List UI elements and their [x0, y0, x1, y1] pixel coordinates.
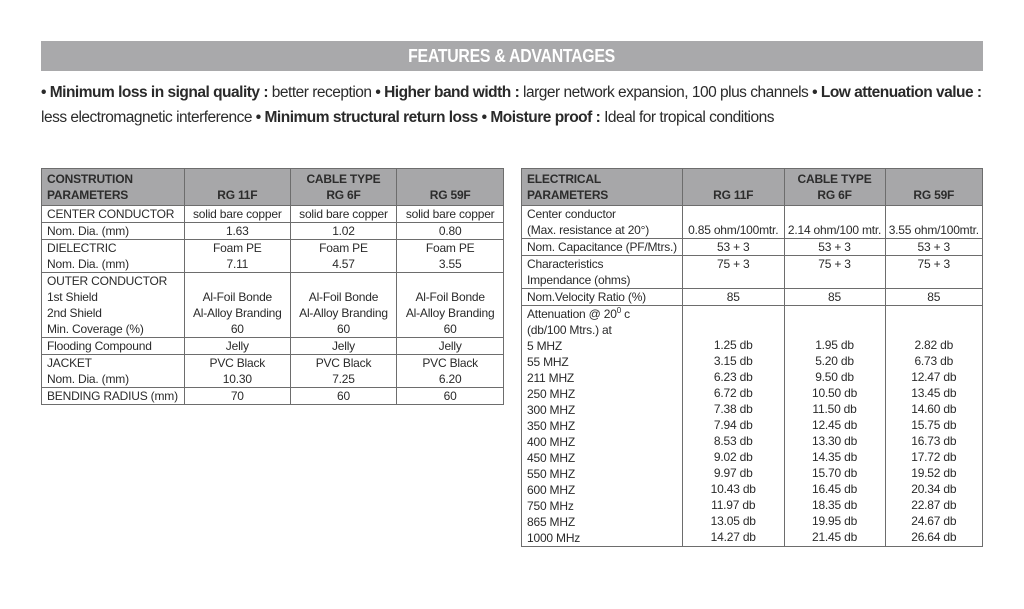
- value-line: Jelly: [331, 339, 355, 353]
- parameter-label: [42, 223, 185, 240]
- label-line: CENTER CONDUCTOR: [47, 207, 175, 221]
- value-line: Jelly: [225, 339, 249, 353]
- column-label: RG 6F: [817, 188, 852, 202]
- bullet-icon: •: [41, 84, 46, 101]
- value-line: 85: [927, 290, 941, 304]
- attenuation-rg59f: [885, 306, 982, 547]
- attenuation-value: 12.45 db: [811, 418, 858, 432]
- value-cell: [184, 388, 290, 405]
- table-row: [42, 223, 504, 240]
- attenuation-value: 5.20 db: [815, 354, 854, 368]
- frequency-label: 400 MHZ: [527, 435, 575, 449]
- table-row: [42, 273, 504, 338]
- attenuation-rg6f: [784, 306, 885, 547]
- feature-description: Ideal for tropical conditions: [600, 109, 774, 126]
- attenuation-value: 12.47 db: [911, 370, 957, 384]
- value-cell: [397, 273, 504, 338]
- value-line: 60: [443, 389, 457, 403]
- attenuation-value: 18.35 db: [811, 498, 858, 512]
- value-cell: [397, 206, 504, 223]
- bullet-icon: •: [481, 109, 487, 126]
- value-line: Foam PE: [213, 241, 262, 255]
- frequency-label: 250 MHZ: [527, 387, 575, 401]
- label-line: (Max. resistance at 20°): [527, 223, 650, 237]
- attenuation-value: 1.95 db: [815, 338, 854, 352]
- header-rg11f: [184, 169, 290, 206]
- value-line: Al-Foil Bonde: [202, 290, 273, 304]
- attenuation-value: 10.43 db: [710, 482, 756, 496]
- value-cell: [184, 355, 290, 388]
- value-cell: [184, 273, 290, 338]
- value-line: 75 + 3: [818, 257, 851, 271]
- label-line: DIELECTRIC: [47, 241, 117, 255]
- table-row: [522, 239, 983, 256]
- value-line: Foam PE: [319, 241, 368, 255]
- attenuation-row: [522, 306, 983, 547]
- electrical-parameters-table: [521, 168, 983, 547]
- attenuation-value: 1.25 db: [713, 338, 753, 352]
- header-rg59f: [885, 169, 982, 206]
- value-cell: [184, 223, 290, 240]
- label-line: BENDING RADIUS (mm): [47, 389, 178, 403]
- value-line: 75 + 3: [917, 257, 951, 271]
- attenuation-value: 19.95 db: [811, 514, 858, 528]
- feature-title: Minimum structural return loss: [264, 109, 478, 126]
- attenuation-value: 6.23 db: [713, 370, 753, 384]
- attenuation-value: 24.67 db: [911, 514, 957, 528]
- label-line: Nom. Dia. (mm): [47, 372, 129, 386]
- feature-title: Minimum loss in signal quality :: [49, 84, 268, 101]
- attenuation-title: [527, 306, 677, 322]
- label-line: Center conductor: [527, 207, 616, 221]
- value-cell: [290, 273, 397, 338]
- degree-superscript: 0: [616, 306, 621, 315]
- value-cell: [682, 206, 784, 239]
- label-line: Nom.Velocity Ratio (%): [527, 290, 646, 304]
- value-line: 70: [230, 389, 244, 403]
- value-line: 60: [443, 322, 457, 336]
- cable-type-label: CABLE TYPE: [306, 172, 381, 186]
- value-cell: [397, 240, 504, 273]
- attenuation-title-suffix: c: [620, 307, 630, 321]
- frequency-label: 865 MHZ: [527, 515, 575, 529]
- feature-description: larger network expansion, 100 plus channels: [519, 84, 809, 101]
- feature-title: Moisture proof :: [490, 109, 601, 126]
- value-cell: [784, 206, 885, 239]
- value-line: 4.57: [332, 257, 355, 271]
- value-line: 1.63: [226, 224, 249, 238]
- header-param-line1: CONSTRUTION: [47, 172, 133, 186]
- value-line: 0.85 ohm/100mtr.: [688, 223, 779, 237]
- value-cell: [885, 289, 982, 306]
- feature-item: [482, 109, 774, 126]
- value-line: Al-Foil Bonde: [308, 290, 379, 304]
- attenuation-value: 14.60 db: [911, 402, 957, 416]
- value-line: 2.14 ohm/100 mtr.: [787, 223, 882, 237]
- label-line: Nom. Dia. (mm): [47, 224, 129, 238]
- attenuation-value: 13.45 db: [911, 386, 957, 400]
- attenuation-value: 22.87 db: [911, 498, 957, 512]
- banner-title: FEATURES & ADVANTAGES: [408, 45, 616, 66]
- attenuation-value: 3.15 db: [713, 354, 753, 368]
- value-cell: [397, 388, 504, 405]
- value-line: Al-Alloy Branding: [192, 306, 282, 320]
- frequency-label: 1000 MHz: [527, 531, 581, 545]
- parameter-label: [522, 289, 683, 306]
- construction-parameters-table: [41, 168, 504, 405]
- table-row: [42, 206, 504, 223]
- attenuation-value: 19.52 db: [911, 466, 957, 480]
- header-rg11f: [682, 169, 784, 206]
- bullet-icon: •: [812, 84, 818, 101]
- attenuation-value: 9.97 db: [713, 466, 753, 480]
- label-line: Flooding Compound: [47, 339, 152, 353]
- value-cell: [290, 338, 397, 355]
- value-line: 1.02: [332, 224, 355, 238]
- feature-title: Low attenuation value :: [820, 84, 982, 101]
- label-line: 1st Shield: [47, 290, 98, 304]
- value-line: PVC Black: [315, 356, 372, 370]
- feature-description: less electromagnetic interference: [41, 109, 252, 126]
- attenuation-value: 26.64 db: [911, 530, 957, 544]
- attenuation-rg11f: [682, 306, 784, 547]
- attenuation-value: 9.02 db: [713, 450, 753, 464]
- attenuation-value: 16.45 db: [811, 482, 858, 496]
- attenuation-value: 14.27 db: [710, 530, 756, 544]
- attenuation-value: 16.73 db: [911, 434, 957, 448]
- attenuation-value: 13.30 db: [811, 434, 858, 448]
- frequency-label: 350 MHZ: [527, 419, 575, 433]
- bullet-icon: •: [255, 109, 261, 126]
- attenuation-value: 14.35 db: [811, 450, 858, 464]
- label-line: Impendance (ohms): [527, 273, 631, 287]
- attenuation-value: 15.70 db: [811, 466, 858, 480]
- value-line: 7.11: [226, 257, 249, 271]
- frequency-label: 750 MHz: [527, 499, 574, 513]
- header-rg6f: [784, 169, 885, 206]
- header-param-line2: PARAMETERS: [47, 188, 129, 202]
- column-label: RG 11F: [713, 188, 754, 202]
- value-cell: [184, 206, 290, 223]
- value-line: 60: [337, 389, 350, 403]
- value-cell: [682, 256, 784, 289]
- attenuation-value: 20.34 db: [911, 482, 957, 496]
- frequency-label: 55 MHZ: [527, 355, 569, 369]
- attenuation-value: 7.94 db: [713, 418, 753, 432]
- value-line: 85: [828, 290, 841, 304]
- frequency-label: 211 MHZ: [527, 371, 575, 385]
- attenuation-unit: (db/100 Mtrs.) at: [527, 323, 612, 337]
- parameter-label: [42, 240, 185, 273]
- table-row: [42, 338, 504, 355]
- value-cell: [184, 338, 290, 355]
- value-line: solid bare copper: [405, 207, 495, 221]
- features-banner: [41, 41, 983, 71]
- attenuation-value: 7.38 db: [713, 402, 753, 416]
- column-label: RG 11F: [217, 188, 258, 202]
- table-row: [522, 289, 983, 306]
- frequency-label: 450 MHZ: [527, 451, 575, 465]
- parameter-label: [42, 206, 185, 223]
- value-line: 7.25: [332, 372, 355, 386]
- table-row: [522, 206, 983, 239]
- attenuation-value: 2.82 db: [914, 338, 954, 352]
- attenuation-label: [522, 306, 683, 547]
- value-cell: [784, 256, 885, 289]
- value-line: Al-Alloy Branding: [299, 306, 388, 320]
- header-param-line1: ELECTRICAL: [527, 172, 601, 186]
- frequency-label: 600 MHZ: [527, 483, 575, 497]
- value-line: 53 + 3: [818, 240, 851, 254]
- value-line: 53 + 3: [716, 240, 750, 254]
- value-cell: [784, 289, 885, 306]
- header-parameters: [522, 169, 683, 206]
- value-line: Jelly: [438, 339, 462, 353]
- feature-title: Higher band width :: [384, 84, 520, 101]
- header-parameters: [42, 169, 185, 206]
- table-row: [42, 388, 504, 405]
- value-line: solid bare copper: [192, 207, 282, 221]
- column-label: RG 6F: [326, 188, 361, 202]
- value-cell: [290, 240, 397, 273]
- header-rg6f: [290, 169, 397, 206]
- value-line: 75 + 3: [716, 257, 750, 271]
- parameter-label: [42, 388, 185, 405]
- attenuation-value: 17.72 db: [911, 450, 957, 464]
- value-cell: [184, 240, 290, 273]
- value-line: PVC Black: [209, 356, 266, 370]
- header-param-line2: PARAMETERS: [527, 188, 609, 202]
- value-line: 85: [726, 290, 740, 304]
- table-header-row: [522, 169, 983, 206]
- bullet-icon: •: [375, 84, 381, 101]
- attenuation-value: 6.72 db: [713, 386, 753, 400]
- feature-item: [256, 109, 478, 126]
- value-cell: [397, 355, 504, 388]
- value-line: PVC Black: [422, 356, 478, 370]
- features-list: [41, 80, 1001, 130]
- frequency-label: 5 MHZ: [527, 339, 563, 353]
- value-line: 60: [337, 322, 350, 336]
- value-line: Al-Alloy Branding: [405, 306, 495, 320]
- value-cell: [397, 223, 504, 240]
- feature-item: [375, 84, 808, 101]
- label-line: JACKET: [47, 356, 92, 370]
- parameter-label: [42, 338, 185, 355]
- parameter-label: [522, 239, 683, 256]
- attenuation-value: 8.53 db: [713, 434, 753, 448]
- label-line: Min. Coverage (%): [47, 322, 144, 336]
- attenuation-value: 11.97 db: [711, 498, 756, 512]
- attenuation-value: 10.50 db: [811, 386, 858, 400]
- frequency-label: 300 MHZ: [527, 403, 575, 417]
- value-cell: [682, 289, 784, 306]
- value-cell: [885, 256, 982, 289]
- header-rg59f: [397, 169, 504, 206]
- attenuation-title-text: Attenuation @ 20: [527, 307, 617, 321]
- parameter-label: [42, 355, 185, 388]
- value-line: 3.55 ohm/100mtr.: [888, 223, 979, 237]
- table-row: [522, 256, 983, 289]
- value-line: 10.30: [222, 372, 252, 386]
- value-cell: [885, 239, 982, 256]
- value-cell: [290, 388, 397, 405]
- label-line: OUTER CONDUCTOR: [47, 274, 168, 288]
- cable-type-label: CABLE TYPE: [797, 172, 872, 186]
- feature-description: better reception: [268, 84, 372, 101]
- value-cell: [290, 206, 397, 223]
- attenuation-value: 6.73 db: [914, 354, 954, 368]
- parameter-label: [522, 256, 683, 289]
- frequency-label: 550 MHZ: [527, 467, 575, 481]
- value-line: 0.80: [438, 224, 462, 238]
- label-line: Nom. Dia. (mm): [47, 257, 129, 271]
- attenuation-value: 21.45 db: [811, 530, 858, 544]
- value-line: 6.20: [438, 372, 462, 386]
- value-line: solid bare copper: [299, 207, 388, 221]
- column-label: RG 59F: [429, 188, 471, 202]
- value-line: Foam PE: [425, 241, 475, 255]
- parameter-label: [522, 206, 683, 239]
- table-row: [42, 240, 504, 273]
- attenuation-value: 11.50 db: [812, 402, 857, 416]
- value-line: Al-Foil Bonde: [415, 290, 485, 304]
- label-line: Nom. Capacitance (PF/Mtrs.): [527, 240, 677, 254]
- label-line: Characteristics: [527, 257, 604, 271]
- value-cell: [682, 239, 784, 256]
- table-row: [42, 355, 504, 388]
- table-header-row: [42, 169, 504, 206]
- value-line: 53 + 3: [917, 240, 951, 254]
- value-line: 60: [230, 322, 244, 336]
- attenuation-value: 15.75 db: [911, 418, 957, 432]
- column-label: RG 59F: [913, 188, 955, 202]
- attenuation-value: 13.05 db: [710, 514, 756, 528]
- value-cell: [397, 338, 504, 355]
- value-cell: [885, 206, 982, 239]
- value-cell: [784, 239, 885, 256]
- attenuation-value: 9.50 db: [815, 370, 854, 384]
- value-line: 3.55: [438, 257, 462, 271]
- value-cell: [290, 223, 397, 240]
- feature-item: [41, 84, 372, 101]
- label-line: 2nd Shield: [47, 306, 102, 320]
- parameter-label: [42, 273, 185, 338]
- value-cell: [290, 355, 397, 388]
